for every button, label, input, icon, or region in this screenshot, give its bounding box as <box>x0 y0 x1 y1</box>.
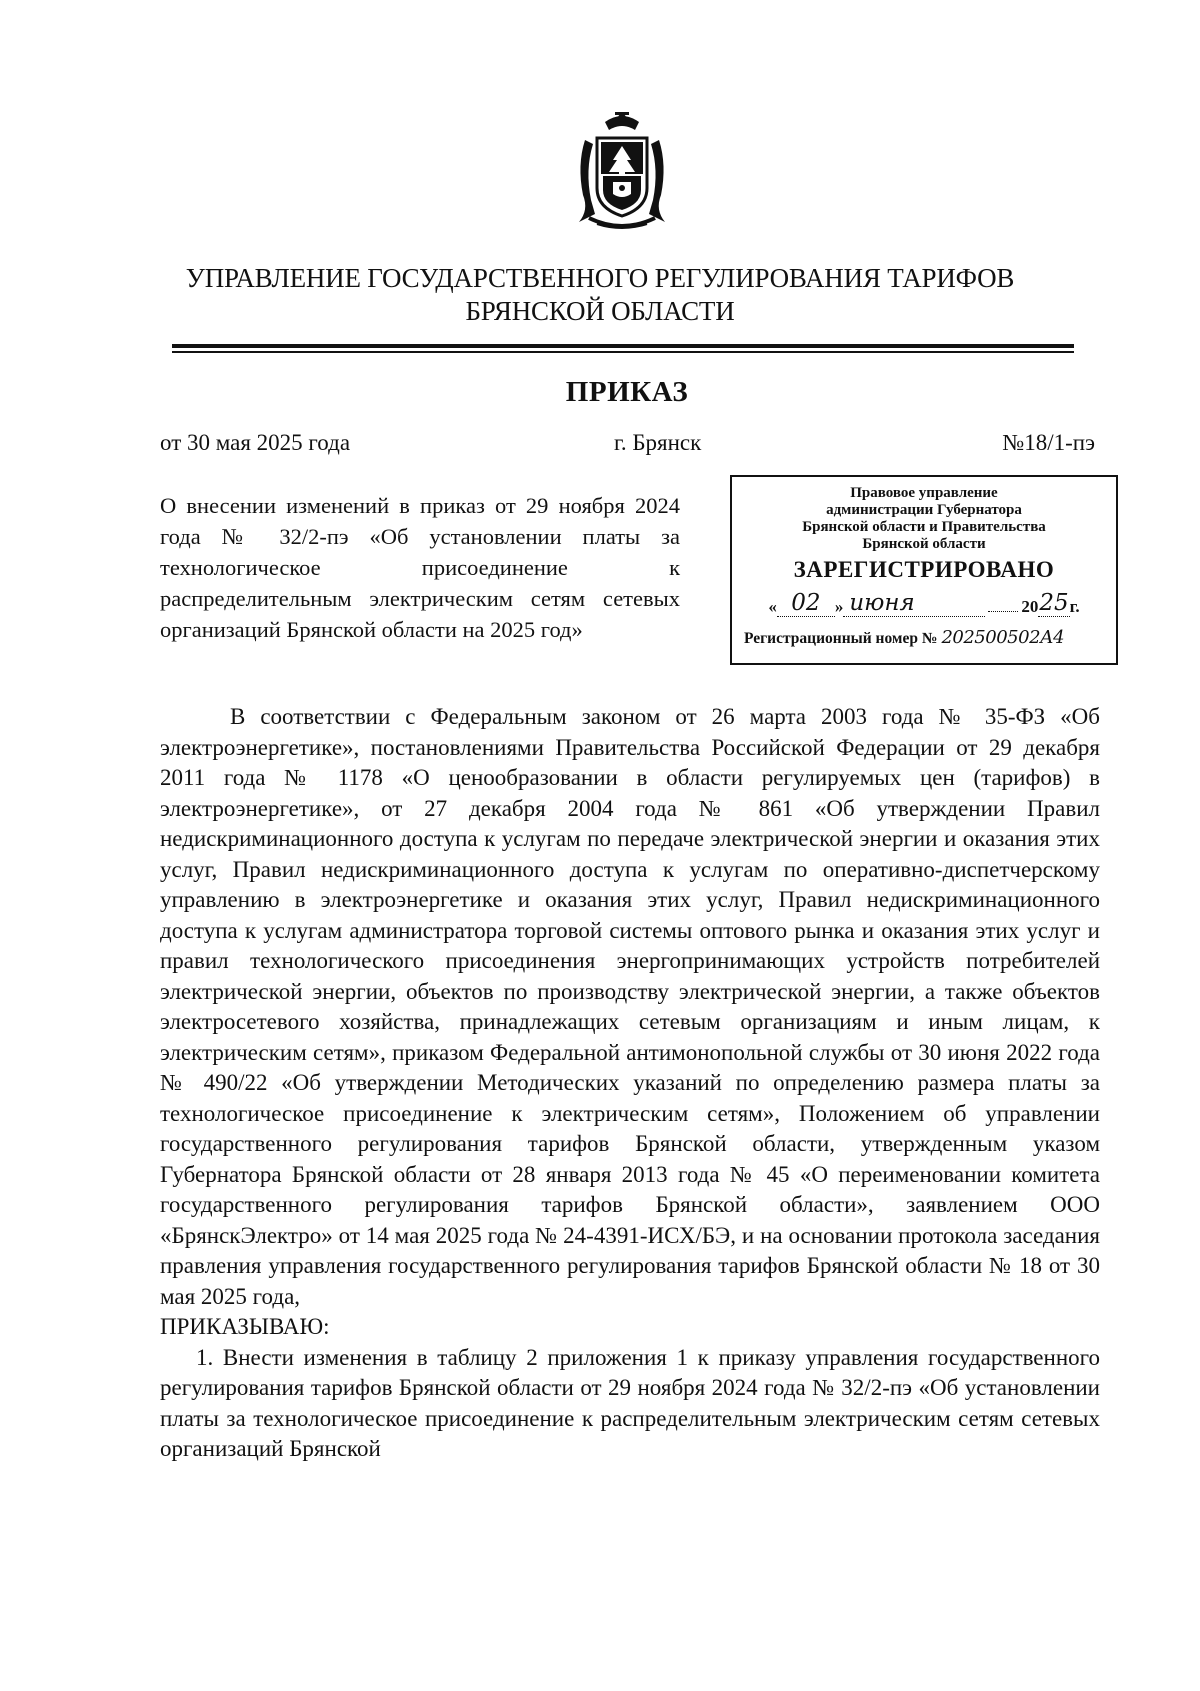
document-type: ПРИКАЗ <box>565 376 689 408</box>
header-divider-thin <box>172 351 1074 353</box>
stamp-month: июня <box>843 590 985 617</box>
stamp-registration-number <box>738 627 1110 648</box>
registration-stamp <box>730 475 1118 665</box>
coat-of-arms-icon <box>567 110 677 235</box>
order-item-1: 1. Внести изменения в таблицу 2 приложения 1 к приказу управления государственного регулирования тарифов Брянской области от 29 ноября 2024 года № 32/2-пэ «Об установлении платы за технологическое присоединение к распределительным электрическим сетям сетевых организаций Брянской <box>160 1344 1100 1461</box>
stamp-dot-leader <box>988 611 1018 612</box>
stamp-authority-line1: Правовое управление <box>850 485 998 501</box>
stamp-registered-label: ЗАРЕГИСТРИРОВАНО <box>793 557 1055 582</box>
document-date: от 30 мая 2025 года <box>160 430 351 455</box>
organization-name-line2: БРЯНСКОЙ ОБЛАСТИ <box>465 296 735 326</box>
document-subject: О внесении изменений в приказ от 29 ноября 2024 года № 32/2-пэ «Об установлении платы за технологическое присоединение к распределительным электрическим сетям сетевых организаций Брянской области на 2025 год» <box>160 493 680 642</box>
header-divider-thick <box>172 344 1074 348</box>
orders-heading: ПРИКАЗЫВАЮ: <box>160 1314 330 1339</box>
stamp-authority-line2: администрации Губернатора <box>826 502 1022 518</box>
stamp-authority-line3: Брянской области и Правительства <box>802 519 1046 535</box>
stamp-year-unit: г. <box>1069 597 1080 616</box>
document-city: г. Брянск <box>614 430 702 455</box>
stamp-year-prefix: 20 <box>1021 597 1039 616</box>
document-body <box>160 702 1100 1465</box>
stamp-authority-line4: Брянской области <box>862 536 986 552</box>
document-number: №18/1-пэ <box>1002 430 1095 455</box>
stamp-day: 02 <box>777 590 835 617</box>
stamp-regnum-value: 202500502А4 <box>941 627 1065 648</box>
organization-name <box>140 262 1060 328</box>
stamp-open-quote: « <box>768 597 777 616</box>
stamp-date <box>738 587 1110 617</box>
preamble-paragraph: В соответствии с Федеральным законом от 26 марта 2003 года № 35-ФЗ «Об электроэнергетике», постановлениями Правительства Российской Федерации от 29 декабря 2011 года № 1178 «О ценообразовании в области регулируемых цен (тарифов) в электроэнергетике», от 27 декабря 2004 года № 861 «Об утверждении Правил недискриминационного доступа к услугам по передаче электрической энергии и оказания этих услуг, Правил недискриминационного доступа к услугам по оперативно-диспетчерскому управлению в электроэнергетике и оказания этих услуг, Правил недискриминационного доступа к услугам администратора торговой системы оптового рынка и оказания этих услуг и правил технологического присоединения энергопринимающих устройств потребителей электрической энергии, объектов по производству электрической энергии, а также объектов электросетевого хозяйства, принадлежащих сетевым организациям и иным лицам, к электрическим сетям», приказом Федеральной антимонопольной службы от 30 июня 2022 года № 490/22 «Об утверждении Методических указаний по определению размера платы за технологическое присоединение к электрическим сетям», Положением об управлении государственного регулирования тарифов Брянской области, утвержденным указом Губернатора Брянской области от 28 января 2013 года № 45 «О переименовании комитета государственного регулирования тарифов Брянской области», заявлением ООО «БрянскЭлектро» от 14 мая 2025 года № 24-4391-ИСХ/БЭ, и на основании протокола заседания правления управления государственного регулирования тарифов Брянской области № 18 от 30 мая 2025 года, <box>160 704 1100 1309</box>
stamp-close-quote: » <box>834 597 844 616</box>
organization-name-line1: УПРАВЛЕНИЕ ГОСУДАРСТВЕННОГО РЕГУЛИРОВАНИЯ ТАРИФОВ <box>185 263 1015 293</box>
stamp-year-suffix: 25 <box>1039 590 1069 616</box>
stamp-regnum-label: Регистрационный номер № <box>744 630 938 647</box>
